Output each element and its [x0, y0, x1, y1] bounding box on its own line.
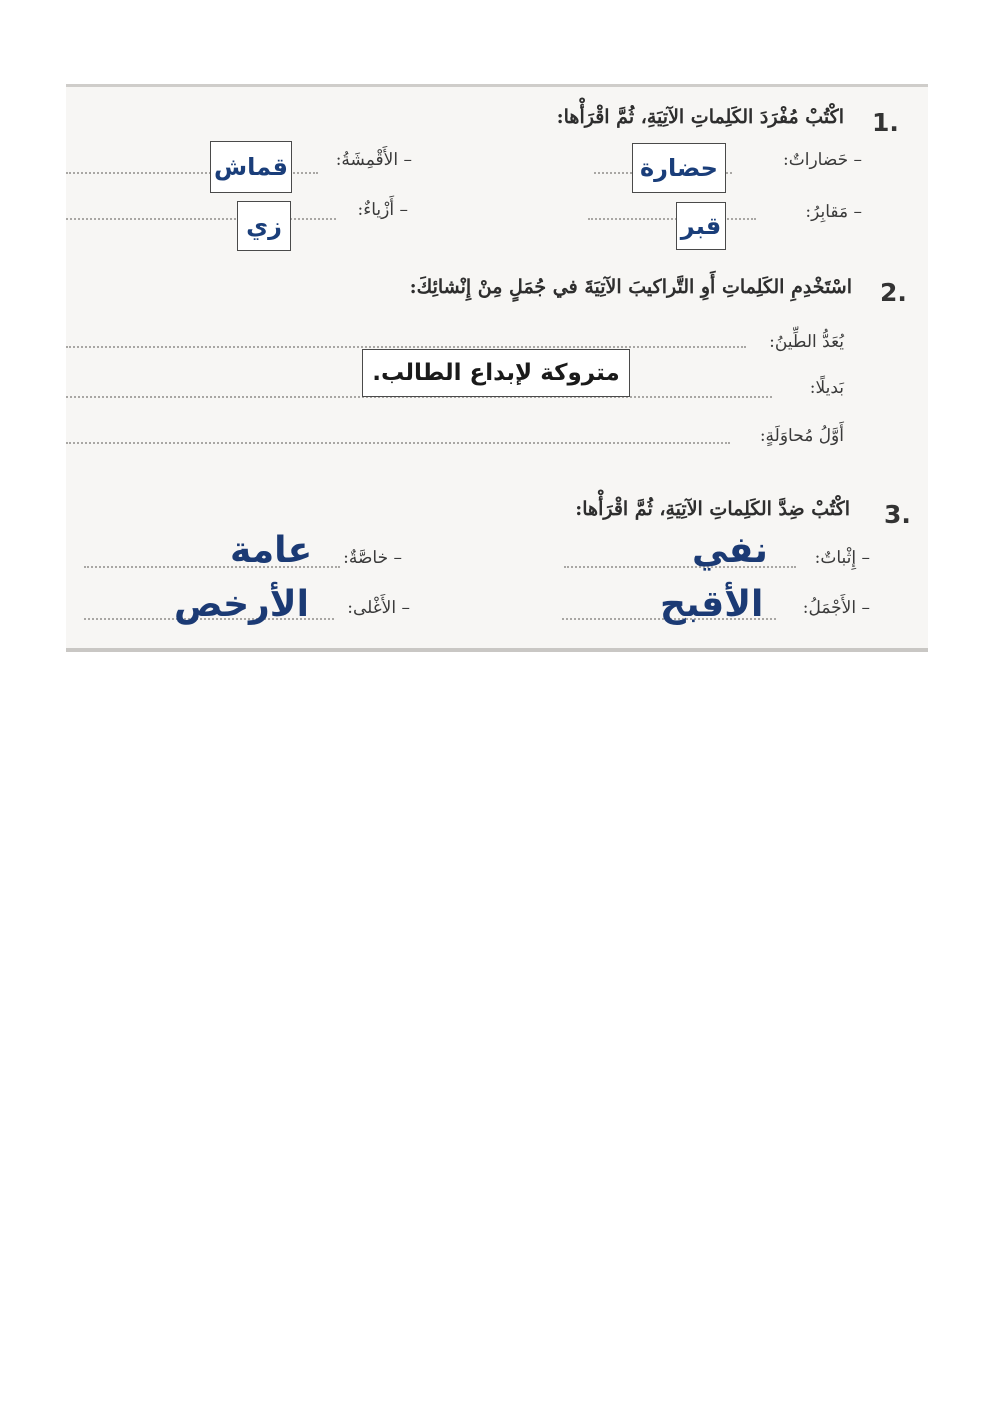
- q2-answer-line-3: [66, 442, 730, 444]
- q1-answer-3: قبر: [676, 202, 726, 250]
- q1-answer-2: قماش: [210, 141, 292, 193]
- q3-answer-1: نفي: [692, 530, 768, 571]
- q2-answer-line-1: [66, 346, 746, 348]
- q1-answer-line-3: [588, 218, 756, 220]
- worksheet-scan: [66, 84, 928, 652]
- q1-label-2: – الأَقْمِشَةُ:: [335, 150, 412, 170]
- q2-item-1: يُعَدُّ الطِّينُ:: [769, 332, 844, 352]
- q3-label-1: – إِثْباتٌ:: [814, 548, 870, 568]
- q1-label-3: – مَقابِرُ:: [805, 202, 862, 222]
- question-3-instruction: اكْتُبْ ضِدَّ الكَلِماتِ الآتِيَةِ، ثُمَّ اقْرَأْها:: [575, 498, 850, 520]
- q3-answer-2: عامة: [230, 530, 313, 571]
- question-2-number: 2.: [880, 278, 907, 307]
- q1-answer-line-4: [66, 218, 336, 220]
- q1-answer-4: زي: [237, 201, 291, 251]
- question-2-instruction: اسْتَخْدِمِ الكَلِماتِ أَوِ التَّراكيبَ الآتِيَةَ في جُمَلٍ مِنْ إِنْشائِكَ:: [409, 276, 852, 298]
- q1-answer-1: حضارة: [632, 143, 726, 193]
- q2-item-3: أَوَّلُ مُحاوَلَةٍ:: [759, 426, 844, 446]
- q2-item-2: بَديلًا:: [809, 378, 844, 398]
- q3-answer-4: الأرخص: [174, 584, 309, 625]
- question-1-instruction: اكْتُبْ مُفْرَدَ الكَلِماتِ الآتِيَةِ، ثُمَّ اقْرَأْها:: [556, 106, 844, 128]
- q3-answer-3: الأقبح: [660, 584, 764, 625]
- q1-label-4: – أَزْياءٌ:: [357, 200, 408, 220]
- q1-label-1: – حَضاراتٌ:: [783, 150, 862, 170]
- q3-label-4: – الأَغْلى:: [347, 598, 410, 618]
- question-3-number: 3.: [884, 500, 911, 529]
- question-1-number: 1.: [872, 108, 899, 137]
- q3-label-3: – الأَجْمَلُ:: [802, 598, 870, 618]
- q2-answer-note: متروكة لإبداع الطالب.: [362, 349, 630, 397]
- q3-label-2: – خاصَّةٌ:: [343, 548, 402, 568]
